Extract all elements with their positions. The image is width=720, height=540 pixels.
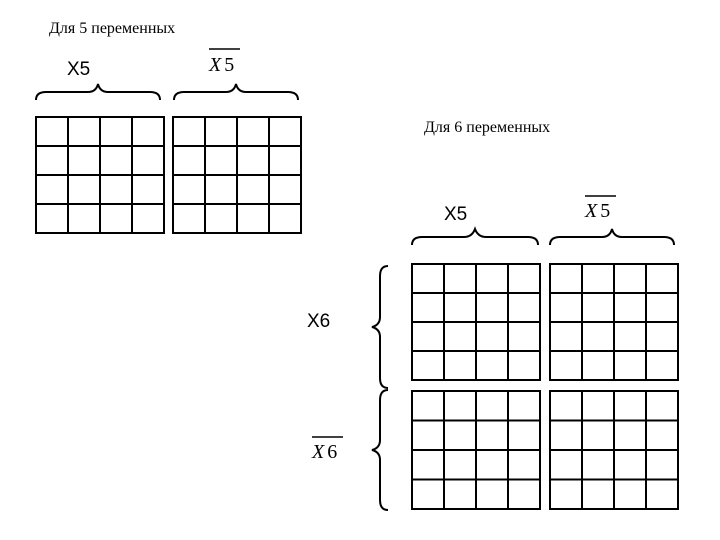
grid-5var-x5-inverse — [173, 117, 301, 233]
label-digit: 5 — [600, 200, 611, 222]
label-x5-inverse-right — [584, 200, 610, 222]
brace-x6-inverse — [372, 390, 388, 510]
caption-six-variables: Для 6 переменных — [424, 119, 551, 136]
label-x5-inverse-left — [208, 54, 234, 76]
grid-6var-x5inv-x6 — [550, 264, 678, 380]
brace-x5-top-left — [36, 84, 160, 100]
grid-6var-x5inv-x6inv — [550, 391, 678, 509]
label-letter: X — [585, 200, 598, 222]
label-x5-left: X5 — [67, 59, 91, 80]
label-x6-inverse — [311, 441, 337, 463]
label-x5-right: X5 — [444, 204, 468, 225]
label-letter: X — [312, 441, 325, 463]
brace-x5-inverse-top-left — [174, 84, 298, 100]
grid-6var-x5-x6 — [412, 264, 540, 380]
brace-x5-inverse-right — [550, 229, 674, 245]
label-digit: 6 — [327, 441, 338, 463]
grid-6var-x5-x6inv — [412, 391, 540, 509]
caption-five-variables: Для 5 переменных — [49, 20, 176, 37]
brace-x5-right — [412, 229, 538, 245]
label-letter: X — [209, 54, 222, 76]
grid-5var-x5 — [36, 117, 164, 233]
brace-x6 — [372, 266, 388, 388]
label-x6: X6 — [307, 311, 331, 332]
label-digit: 5 — [224, 54, 235, 76]
